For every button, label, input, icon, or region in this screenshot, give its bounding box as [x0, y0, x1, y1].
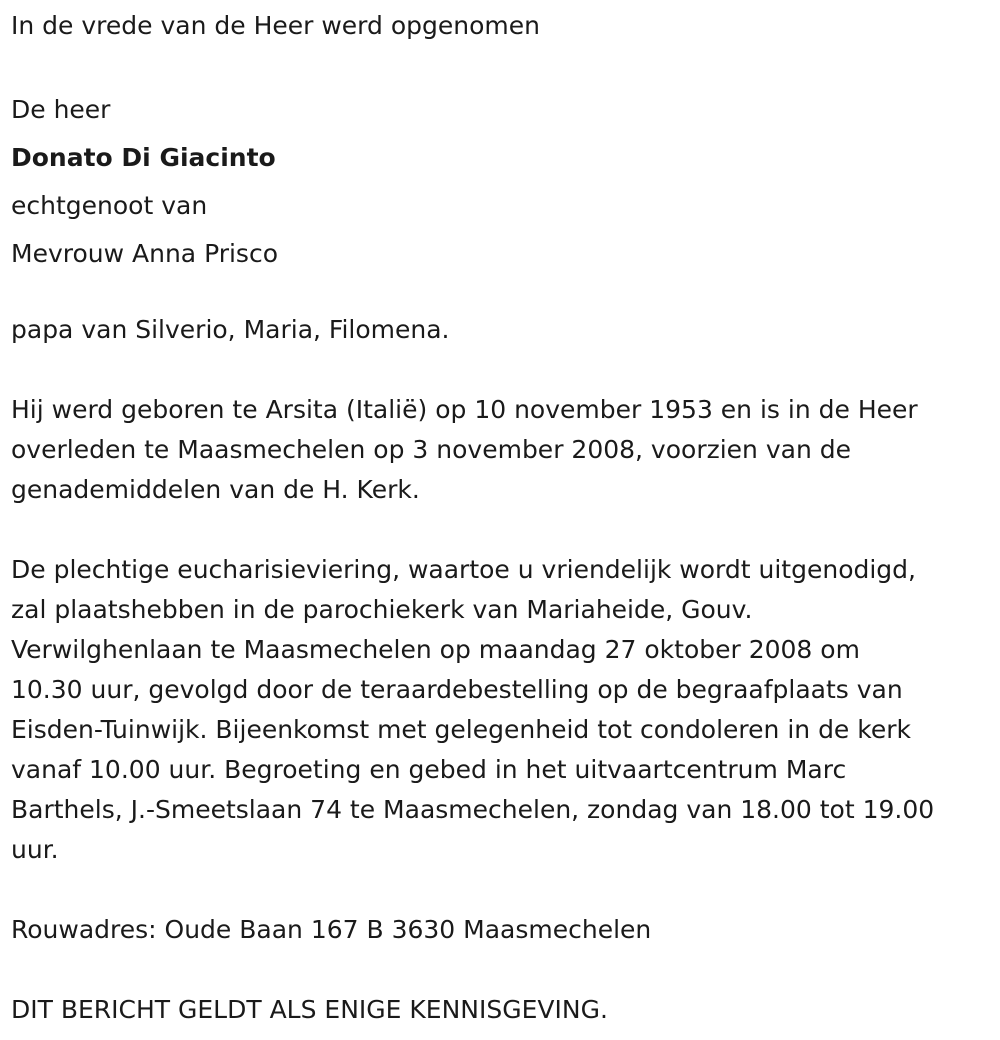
service-line: De plechtige eucharisieviering, waartoe u vriendelijk wordt uitgenodigd,	[11, 555, 916, 584]
service-paragraph	[11, 550, 934, 870]
children-text: papa van Silverio, Maria, Filomena.	[11, 315, 450, 344]
deceased-block	[11, 86, 278, 278]
spouse-label: echtgenoot van	[11, 191, 208, 220]
service-line: Eisden-Tuinwijk. Bijeenkomst met gelegenheid tot condoleren in de kerk	[11, 715, 911, 744]
service-line: Verwilghenlaan te Maasmechelen op maandag 27 oktober 2008 om	[11, 635, 860, 664]
service-line: uur.	[11, 835, 59, 864]
birth-line: Hij werd geboren te Arsita (Italië) op 10 november 1953 en is in de Heer	[11, 395, 918, 424]
birth-line: overleden te Maasmechelen op 3 november 2008, voorzien van de	[11, 435, 851, 464]
birth-line: genademiddelen van de H. Kerk.	[11, 475, 420, 504]
mourning-address: Rouwadres: Oude Baan 167 B 3630 Maasmechelen	[11, 915, 652, 944]
service-line: 10.30 uur, gevolgd door de teraardebestelling op de begraafplaats van	[11, 675, 903, 704]
deceased-name: Donato Di Giacinto	[11, 143, 276, 172]
service-line: zal plaatshebben in de parochiekerk van Mariaheide, Gouv.	[11, 595, 753, 624]
service-line: vanaf 10.00 uur. Begroeting en gebed in het uitvaartcentrum Marc	[11, 755, 847, 784]
spouse-name: Mevrouw Anna Prisco	[11, 239, 278, 268]
birth-paragraph	[11, 390, 918, 510]
service-line: Barthels, J.-Smeetslaan 74 te Maasmechelen, zondag van 18.00 tot 19.00	[11, 795, 935, 824]
honorific: De heer	[11, 95, 111, 124]
closing-statement: DIT BERICHT GELDT ALS ENIGE KENNISGEVING.	[11, 995, 608, 1024]
intro-text: In de vrede van de Heer werd opgenomen	[11, 11, 540, 40]
